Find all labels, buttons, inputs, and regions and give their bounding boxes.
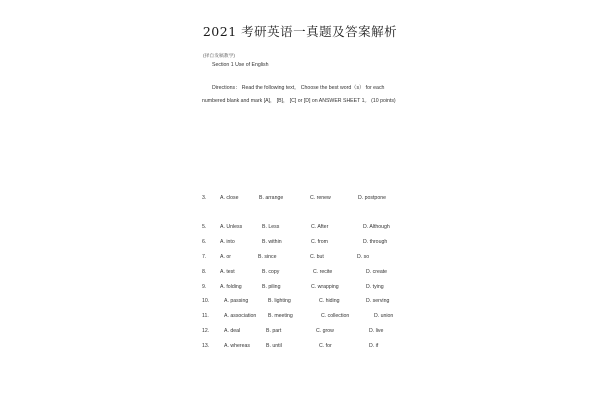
question-row xyxy=(0,298,600,308)
option-c: C. collection xyxy=(321,313,350,319)
option-d: D. through xyxy=(363,239,388,245)
question-number: 9. xyxy=(202,284,207,290)
option-a: A. into xyxy=(220,239,235,245)
question-number: 12. xyxy=(202,328,210,334)
section-heading: Section 1 Use of English xyxy=(212,62,269,68)
option-c: C. grow xyxy=(316,328,334,334)
option-d: D. serving xyxy=(366,298,390,304)
option-d: D. create xyxy=(366,269,388,275)
option-d: D. if xyxy=(369,343,379,349)
option-a: A. whereas xyxy=(224,343,250,349)
option-b: B. piling xyxy=(262,284,281,290)
directions-line-2: numbered blank and mark [A]， [B]， [C] or [D] on ANSWER SHEET 1。 (10 points) xyxy=(202,98,396,104)
question-row xyxy=(0,328,600,338)
question-row xyxy=(0,269,600,279)
option-b: B. within xyxy=(262,239,282,245)
source-note: (择自发稿教学) xyxy=(203,54,235,59)
option-a: A. association xyxy=(224,313,257,319)
question-number: 6. xyxy=(202,239,207,245)
option-c: C. renew xyxy=(310,195,331,201)
question-row xyxy=(0,313,600,323)
option-b: B. meeting xyxy=(268,313,293,319)
question-number: 3. xyxy=(202,195,207,201)
question-number: 10. xyxy=(202,298,210,304)
question-row xyxy=(0,195,600,205)
question-number: 7. xyxy=(202,254,207,260)
directions-line-1: Directions： Read the following text。 Choose the best word（s） for each xyxy=(212,85,385,91)
option-b: B. since xyxy=(258,254,277,260)
option-d: D. Although xyxy=(363,224,390,230)
question-row xyxy=(0,343,600,353)
option-b: B. until xyxy=(266,343,282,349)
option-a: A. Unless xyxy=(220,224,243,230)
option-c: C. recite xyxy=(313,269,333,275)
option-b: B. part xyxy=(266,328,282,334)
option-c: C. After xyxy=(311,224,329,230)
option-d: D. live xyxy=(369,328,384,334)
question-number: 8. xyxy=(202,269,207,275)
question-number: 11. xyxy=(202,313,209,319)
question-row xyxy=(0,254,600,264)
option-b: B. copy xyxy=(262,269,280,275)
option-b: B. lighting xyxy=(268,298,291,304)
option-a: A. deal xyxy=(224,328,241,334)
option-c: C. from xyxy=(311,239,329,245)
option-a: A. test xyxy=(220,269,235,275)
option-c: C. for xyxy=(319,343,332,349)
option-b: B. Less xyxy=(262,224,280,230)
question-row xyxy=(0,224,600,234)
option-c: C. wrapping xyxy=(311,284,339,290)
question-number: 13. xyxy=(202,343,210,349)
option-c: C. but xyxy=(310,254,324,260)
option-d: D. union xyxy=(374,313,394,319)
option-a: A. folding xyxy=(220,284,242,290)
question-number: 5. xyxy=(202,224,207,230)
option-d: D. postpone xyxy=(358,195,386,201)
question-row xyxy=(0,284,600,294)
option-d: D. so xyxy=(357,254,370,260)
option-a: A. passing xyxy=(224,298,249,304)
question-row xyxy=(0,239,600,249)
option-c: C. hiding xyxy=(319,298,340,304)
option-a: A. or xyxy=(220,254,231,260)
page-title: 2021 考研英语一真题及答案解析 xyxy=(202,24,398,39)
option-a: A. close xyxy=(220,195,239,201)
option-b: B. arrange xyxy=(259,195,284,201)
option-d: D. tying xyxy=(366,284,384,290)
